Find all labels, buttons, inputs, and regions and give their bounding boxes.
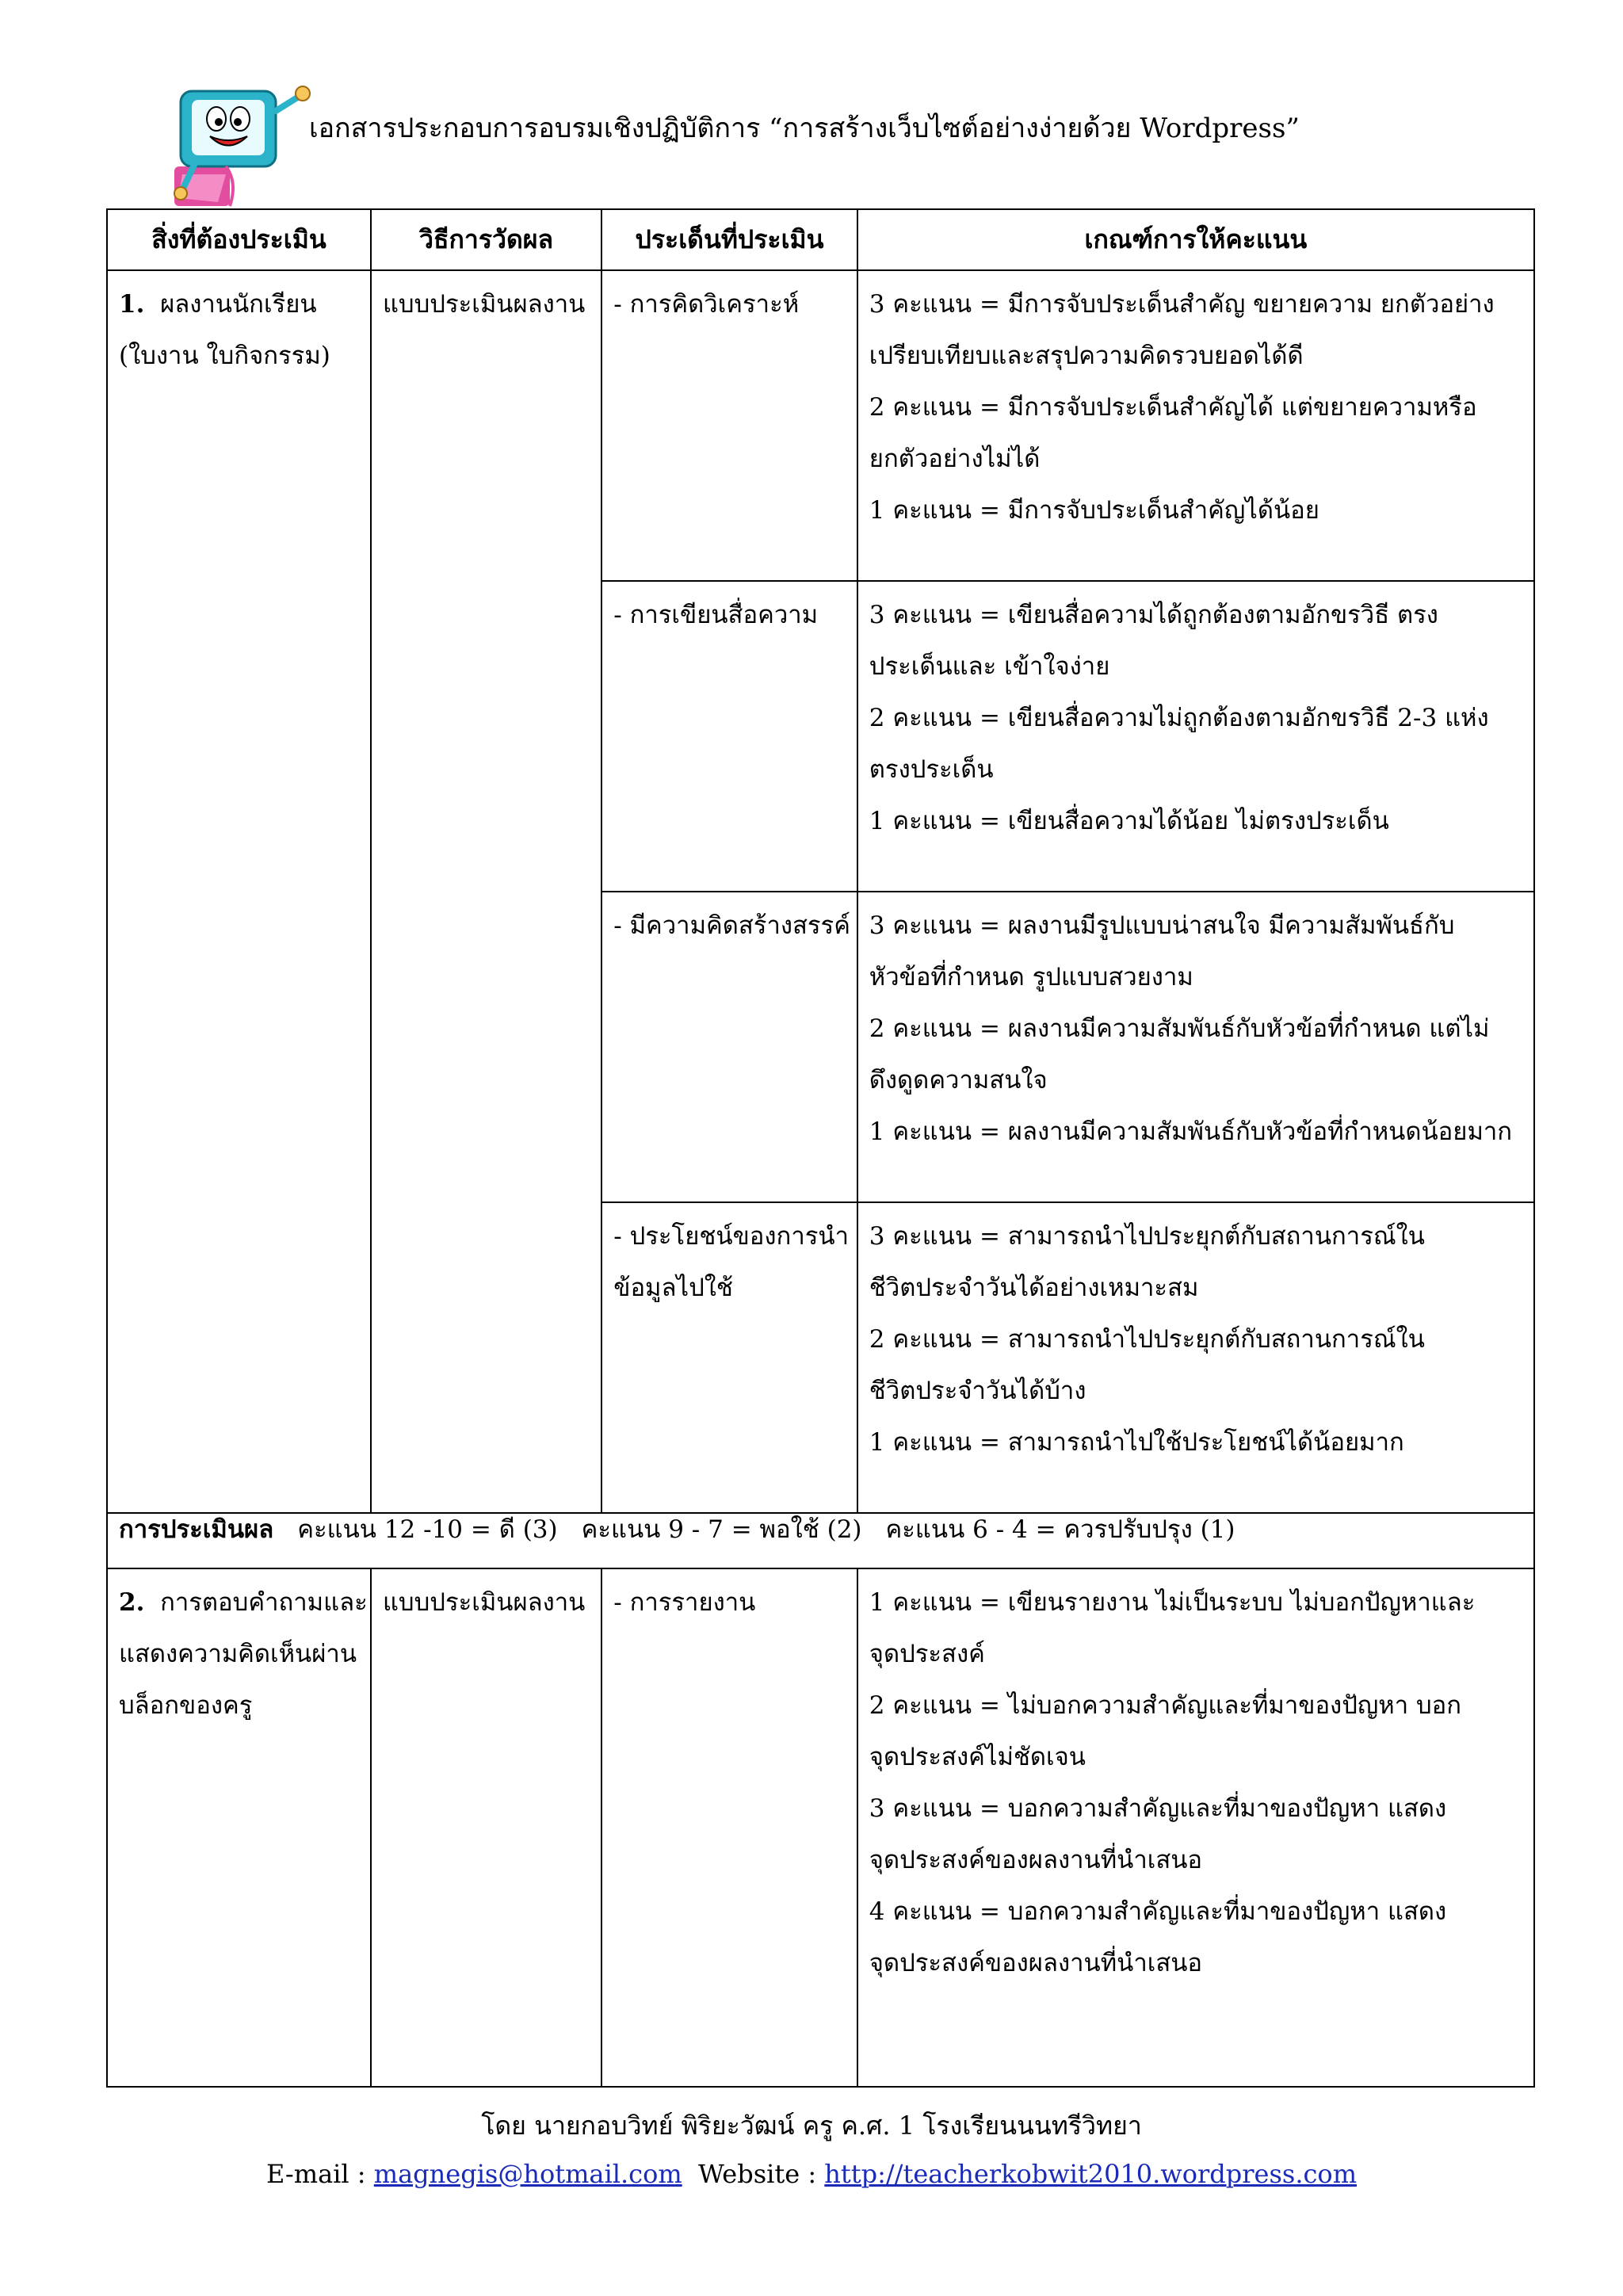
section2-method: แบบประเมินผลงาน [382,1588,586,1617]
criteria-line: 1 คะแนน = มีการจับประเด็นสำคัญได้น้อย [869,496,1319,525]
email-link[interactable]: magnegis@hotmail.com [373,2159,682,2189]
criteria-line: ชีวิตประจำวันได้อย่างเหมาะสม [869,1274,1199,1302]
issue-text: - มีความคิดสร้างสรรค์ [613,911,850,940]
section2-item-number: 2. [119,1588,145,1617]
criteria-line: 2 คะแนน = มีการจับประเด็นสำคัญได้ แต่ขยายความหรือ [869,393,1477,422]
issue-text: - การเขียนสื่อความ [613,601,819,629]
evaluation-level: คะแนน 9 - 7 = พอใช้ (2) [581,1515,862,1544]
section1-item-number: 1. [119,290,145,319]
criteria-line: 3 คะแนน = เขียนสื่อความได้ถูกต้องตามอักขรวิธี ตรง [869,601,1438,629]
section1-method-cell [371,270,601,1513]
criteria-line: 3 คะแนน = สามารถนำไปประยุกต์กับสถานการณ์ใน [869,1222,1425,1251]
section1-item-cell [107,270,371,1513]
criteria-line: ตรงประเด็น [869,755,994,784]
criteria-cell [857,581,1534,892]
criteria-line: 1 คะแนน = เขียนรายงาน ไม่เป็นระบบ ไม่บอกปัญหาและ [869,1588,1476,1617]
page-header [151,79,1498,214]
issue-text: ข้อมูลไปใช้ [613,1274,733,1302]
evaluation-summary-cell [107,1513,1534,1568]
column-header-issue: ประเด็นที่ประเมิน [601,209,857,270]
section2-method-cell [371,1568,601,2087]
section2-item-line: การตอบคำถามและ [160,1588,368,1617]
website-label: Website : [698,2159,825,2189]
table-header-row [107,209,1534,270]
website-link[interactable]: http://teacherkobwit2010.wordpress.com [824,2159,1358,2189]
criteria-line: ยกตัวอย่างไม่ได้ [869,445,1041,473]
issue-cell [601,581,857,892]
criteria-line: 2 คะแนน = สามารถนำไปประยุกต์กับสถานการณ์ใน [869,1325,1425,1354]
footer-author: โดย นายกอบวิทย์ พิริยะวัฒน์ ครู ค.ศ. 1 โรงเรียนนนทรีวิทยา [481,2111,1142,2141]
criteria-cell [857,1202,1534,1513]
section1-item-line: (ใบงาน ใบกิจกรรม) [119,342,330,370]
computer-mascot-icon [151,79,317,214]
criteria-line: 3 คะแนน = มีการจับประเด็นสำคัญ ขยายความ ยกตัวอย่าง [869,290,1495,319]
criteria-cell [857,892,1534,1202]
evaluation-level: คะแนน 12 -10 = ดี (3) [297,1515,558,1544]
issue-text: - การรายงาน [613,1588,756,1617]
criteria-line: ชีวิตประจำวันได้บ้าง [869,1377,1086,1405]
criteria-line: จุดประสงค์ของผลงานที่นำเสนอ [869,1949,1203,1977]
document-title: เอกสารประกอบการอบรมเชิงปฏิบัติการ “การสร้างเว็บไซต์อย่างง่ายด้วย Wordpress” [309,113,1300,144]
criteria-line: 1 คะแนน = สามารถนำไปใช้ประโยชน์ได้น้อยมาก [869,1428,1404,1457]
table-row [107,270,1534,581]
criteria-line: 3 คะแนน = ผลงานมีรูปแบบน่าสนใจ มีความสัมพันธ์กับ [869,911,1455,940]
criteria-cell [857,1568,1534,2087]
footer-contact [0,2159,1623,2189]
section1-item-line: ผลงานนักเรียน [160,290,317,319]
assessment-rubric-table [106,208,1535,2088]
criteria-line: เปรียบเทียบและสรุปความคิดรวบยอดได้ดี [869,342,1304,370]
criteria-line: หัวข้อที่กำหนด รูปแบบสวยงาม [869,963,1193,991]
issue-cell [601,1202,857,1513]
table-row [107,1568,1534,2087]
criteria-line: 2 คะแนน = เขียนสื่อความไม่ถูกต้องตามอักขรวิธี 2-3 แห่ง [869,704,1489,732]
criteria-line: จุดประสงค์ของผลงานที่นำเสนอ [869,1846,1203,1874]
criteria-line: ดึงดูดความสนใจ [869,1066,1048,1095]
issue-cell [601,1568,857,2087]
evaluation-summary-row [107,1513,1534,1568]
criteria-line: 1 คะแนน = ผลงานมีความสัมพันธ์กับหัวข้อที่กำหนดน้อยมาก [869,1117,1513,1146]
criteria-cell [857,270,1534,581]
criteria-line: 1 คะแนน = เขียนสื่อความได้น้อย ไม่ตรงประเด็น [869,807,1389,835]
column-header-criteria: เกณฑ์การให้คะแนน [857,209,1534,270]
issue-cell [601,270,857,581]
section2-item-line: บล็อกของครู [119,1691,253,1720]
criteria-line: จุดประสงค์ไม่ชัดเจน [869,1743,1086,1771]
issue-text: - ประโยชน์ของการนำ [613,1222,849,1251]
criteria-line: 4 คะแนน = บอกความสำคัญและที่มาของปัญหา แสดง [869,1897,1447,1926]
evaluation-level: คะแนน 6 - 4 = ควรปรับปรุง (1) [885,1515,1235,1544]
section2-item-cell [107,1568,371,2087]
section2-item-line: แสดงความคิดเห็นผ่าน [119,1640,357,1668]
issue-text: - การคิดวิเคราะห์ [613,290,800,319]
criteria-line: 3 คะแนน = บอกความสำคัญและที่มาของปัญหา แสดง [869,1794,1447,1823]
criteria-line: 2 คะแนน = ไม่บอกความสำคัญและที่มาของปัญหา บอก [869,1691,1462,1720]
evaluation-label: การประเมินผล [119,1515,274,1544]
column-header-what: สิ่งที่ต้องประเมิน [107,209,371,270]
section1-method: แบบประเมินผลงาน [382,290,586,319]
criteria-line: 2 คะแนน = ผลงานมีความสัมพันธ์กับหัวข้อที่กำหนด แต่ไม่ [869,1014,1490,1043]
issue-cell [601,892,857,1202]
criteria-line: ประเด็นและ เข้าใจง่าย [869,652,1110,681]
criteria-line: จุดประสงค์ [869,1640,985,1668]
column-header-method: วิธีการวัดผล [371,209,601,270]
email-label: E-mail : [265,2159,374,2189]
